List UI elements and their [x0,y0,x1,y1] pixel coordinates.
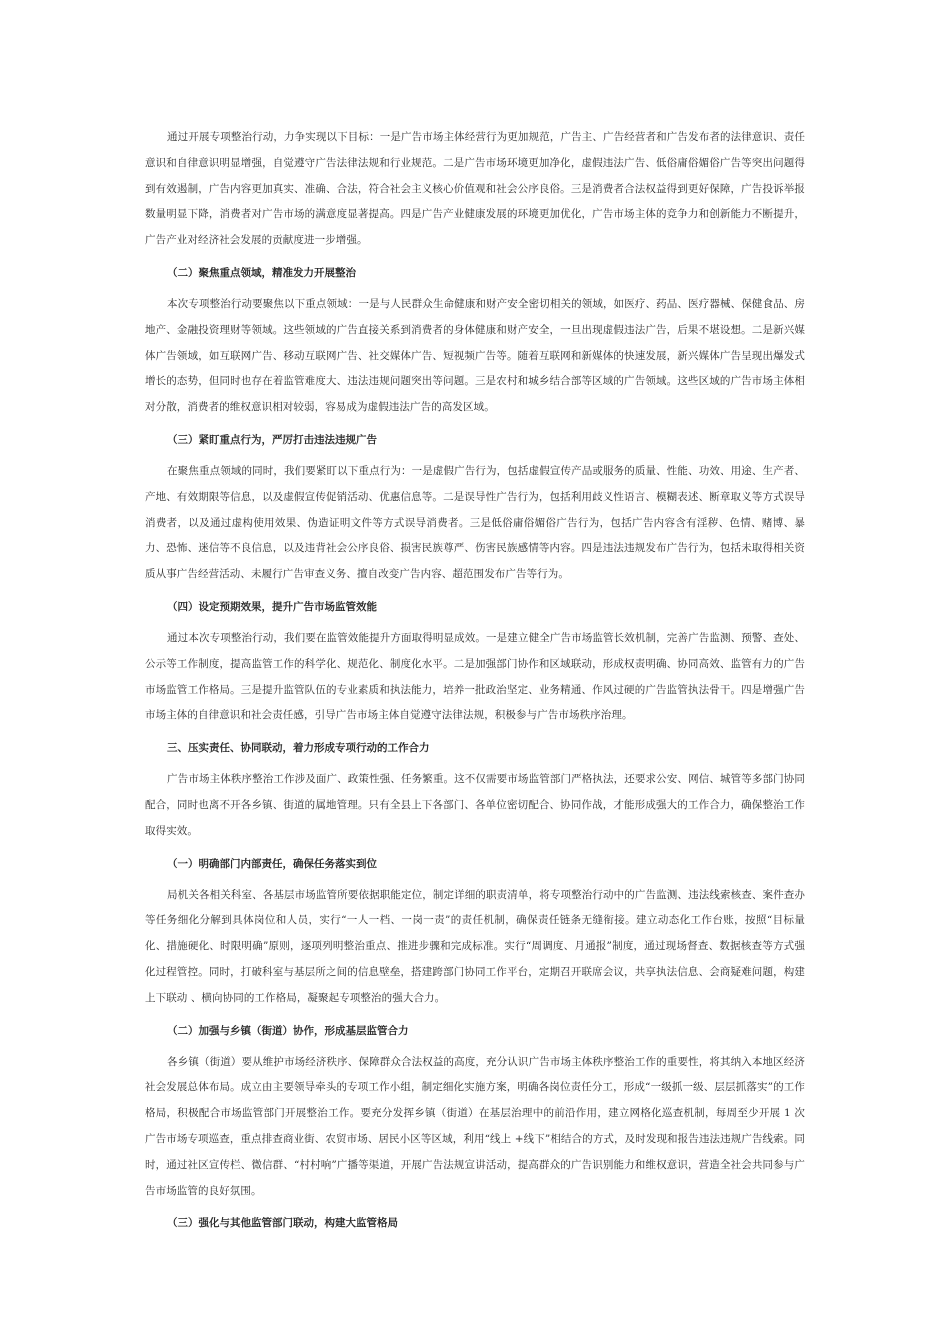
paragraph-key-areas: 本次专项整治行动要聚焦以下重点领域：一是与人民群众生命健康和财产安全密切相关的领域，如医疗、药品、医疗器械、保健食品、房地产、金融投资理财等领域。这些领域的广告直接关系到消费者的身体健康和财产安全，一旦出现虚假违法广告，后果不堪设想。二是新兴媒体广告领域，如互联网广告、移动互联网广告、社交媒体广告、短视频广告等。随着互联网和新媒体的快速发展，新兴媒体广告呈现出爆发式增长的态势，但同时也存在着监管难度大、违法违规问题突出等问题。三是农村和城乡结合部等区域的广告领域。这些区域的广告市场主体相对分散，消费者的维权意识相对较弱，容易成为虚假违法广告的高发区域。 [145,297,805,414]
paragraph-key-behaviors: 在聚焦重点领域的同时，我们要紧盯以下重点行为：一是虚假广告行为，包括虚假宣传产品或服务的质量、性能、功效、用途、生产者、产地、有效期限等信息，以及虚假宣传促销活动、优惠信息等。二是误导性广告行为，包括利用歧义性语言、模糊表述、断章取义等方式误导消费者，以及通过虚构使用效果、伪造证明文件等方式误导消费者。三是低俗庸俗媚俗广告行为，包括广告内容含有淫秽、色情、赌博、暴力、恐怖、迷信等不良信息，以及违背社会公序良俗、损害民族尊严、伤害民族感情等内容。四是违法违规发布广告行为，包括未取得相关资质从事广告经营活动、未履行广告审查义务、擅自改变广告内容、超范围发布广告等行为。 [145,464,805,581]
heading-key-behaviors: （三）紧盯重点行为，严厉打击违法违规广告 [167,433,378,446]
paragraph-section-three: 广告市场主体秩序整治工作涉及面广、政策性强、任务繁重。这不仅需要市场监管部门严格执法，还要求公安、网信、城管等多部门协同配合，同时也离不开各乡镇、街道的属地管理。只有全县上下各部门、各单位密切配合、协同作战，才能形成强大的工作合力，确保整治工作取得实效。 [145,773,805,837]
heading-expected-effects: （四）设定预期效果，提升广告市场监管效能 [167,600,378,613]
heading-focus-key-areas: （二）聚焦重点领域，精准发力开展整治 [167,266,357,279]
heading-cross-department: （三）强化与其他监管部门联动，构建大监管格局 [167,1217,399,1230]
heading-township-cooperation: （二）加强与乡镇（街道）协作，形成基层监管合力 [167,1024,409,1037]
paragraph-goals: 通过开展专项整治行动，力争实现以下目标：一是广告市场主体经营行为更加规范，广告主、广告经营者和广告发布者的法律意识、责任意识和自律意识明显增强，自觉遵守广告法律法规和行业规范。二是广告市场环境更加净化，虚假违法广告、低俗庸俗媚俗广告等突出问题得到有效遏制，广告内容更加真实、准确、合法，符合社会主义核心价值观和社会公序良俗。三是消费者合法权益得到更好保障，广告投诉举报数量明显下降，消费者对广告市场的满意度显著提高。四是广告产业健康发展的环境更加优化，广告市场主体的竞争力和创新能力不断提升，广告产业对经济社会发展的贡献度进一步增强。 [145,131,805,247]
paragraph-township-cooperation: 各乡镇（街道）要从维护市场经济秩序、保障群众合法权益的高度，充分认识广告市场主体秩序整治工作的重要性，将其纳入本地区经济社会发展总体布局。成立由主要领导牵头的专项工作小组，制定细化实施方案，明确各岗位责任分工，形成“一级抓一级、层层抓落实”的工作格局，积极配合市场监管部门开展整治工作。要充分发挥乡镇（街道）在基层治理中的前沿作用，建立网格化巡查机制，每周至少开展 1 次广告市场专项巡查，重点排查商业街、农贸市场、居民小区等区域，利用“线上 +线下”相结合的方式，及时发现和报告违法违规广告线索。同时，通过社区宣传栏、微信群、“村村响”广播等渠道，开展广告法规宣讲活动，提高群众的广告识别能力和维权意识，营造全社会共同参与广告市场监管的良好氛围。 [145,1055,805,1197]
heading-internal-responsibility: （一）明确部门内部责任，确保任务落实到位 [167,857,378,870]
paragraph-internal-responsibility: 局机关各相关科室、各基层市场监管所要依据职能定位，制定详细的职责清单，将专项整治行动中的广告监测、违法线索核查、案件查办等任务细化分解到具体岗位和人员，实行“一人一档、一岗一责”的责任机制，确保责任链条无缝衔接。建立动态化工作台账，按照“目标量化、措施硬化、时限明确”原则，逐项列明整治重点、推进步骤和完成标准。实行“周调度、月通报”制度，通过现场督查、数据核查等方式强化过程管控。同时，打破科室与基层所之间的信息壁垒，搭建跨部门协同工作平台，定期召开联席会议，共享执法信息、会商疑难问题，构建上下联动 、横向协同的工作格局，凝聚起专项整治的强大合力。 [145,888,805,1004]
document-body [145,125,805,1242]
heading-section-three: 三、压实责任、协同联动，着力形成专项行动的工作合力 [167,742,430,755]
paragraph-expected-effects: 通过本次专项整治行动，我们要在监管效能提升方面取得明显成效。一是建立健全广告市场监管长效机制，完善广告监测、预警、查处、公示等工作制度，提高监管工作的科学化、规范化、制度化水平。二是加强部门协作和区域联动，形成权责明确、协同高效、监管有力的广告市场监管工作格局。三是提升监管队伍的专业素质和执法能力，培养一批政治坚定、业务精通、作风过硬的广告监管执法骨干。四是增强广告市场主体的自律意识和社会责任感，引导广告市场主体自觉遵守法律法规，积极参与广告市场秩序治理。 [145,631,805,722]
